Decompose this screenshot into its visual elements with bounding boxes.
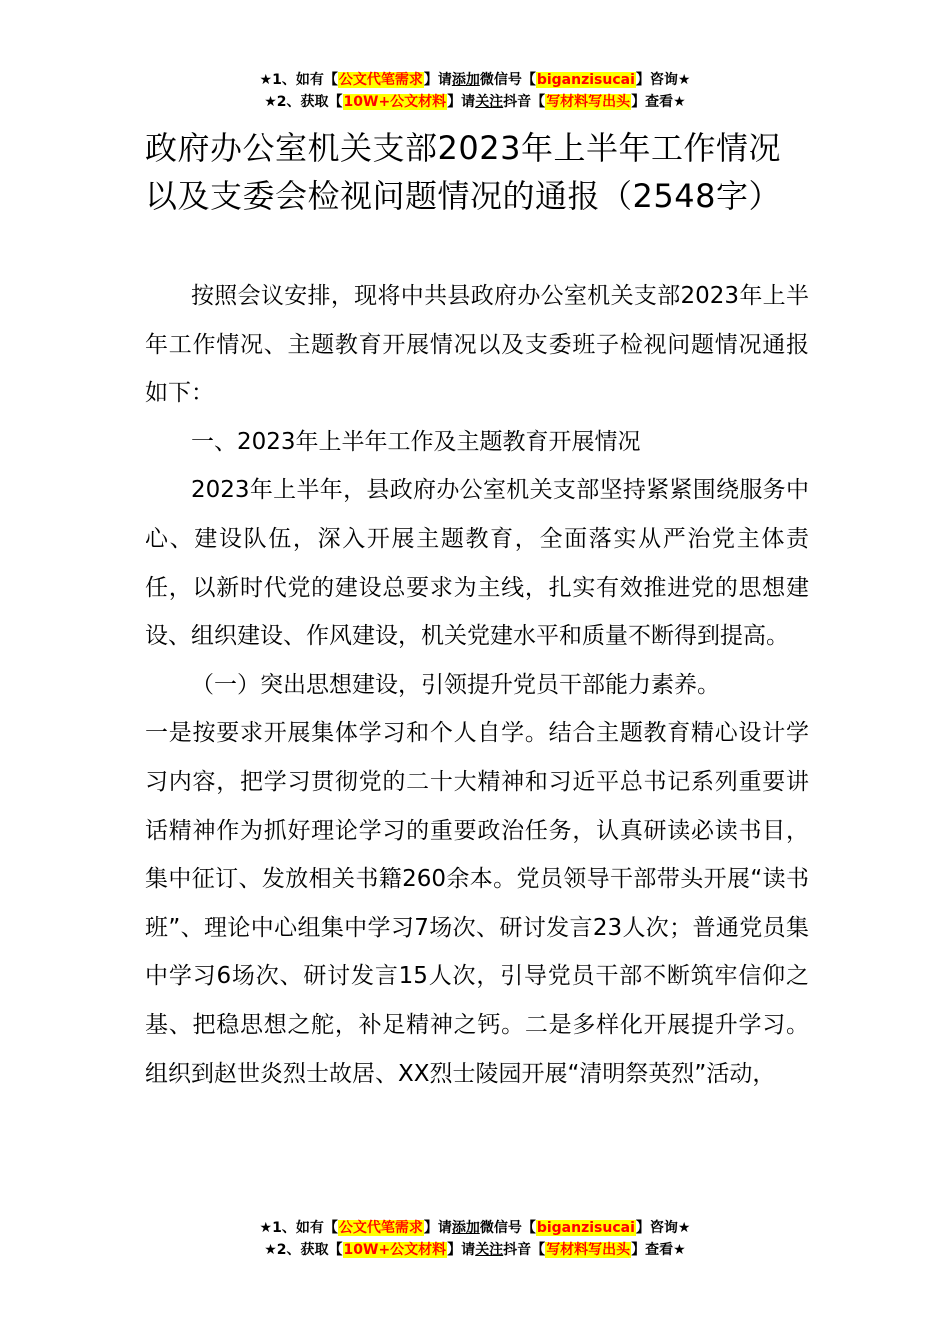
banner-text: ★1、如有【: [259, 1220, 338, 1236]
highlight-douyin-account: 写材料写出头: [546, 94, 631, 110]
body-paragraph: 一是按要求开展集体学习和个人自学。结合主题教育精心设计学习内容，把学习贯彻党的二十大精神和习近平总书记系列重要讲话精神作为抓好理论学习的重要政治任务，认真研读必读书目，集中征订、发放相关书籍260余本。党员领导干部带头开展“读书班”、理论中心组集中学习7场次、研讨发言23人次；普通党员集中学习6场次、研讨发言15人次，引导党员干部不断筑牢信仰之基、把稳思想之舵，补足精神之钙。二是多样化开展提升学习。组织到赵世炎烈士故居、XX烈士陵园开展“清明祭英烈”活动，: [145, 720, 809, 1087]
highlight-service: 公文代笔需求: [338, 72, 423, 88]
header-banner-line-2: [0, 91, 950, 113]
banner-text: 】查看★: [631, 1242, 686, 1258]
highlight-wechat-id: biganzisucai: [536, 1220, 635, 1236]
header-banner-line-1: [0, 69, 950, 91]
banner-underlined-text: 添加: [451, 1220, 480, 1236]
banner-underlined-text: 添加: [451, 72, 480, 88]
banner-text: 抖音【: [503, 94, 546, 110]
banner-text: 】请: [423, 72, 452, 88]
highlight-service: 公文代笔需求: [338, 1220, 423, 1236]
banner-underlined-text: 关注: [475, 1242, 504, 1258]
header-banner: [0, 69, 950, 113]
banner-text: 】请: [447, 1242, 476, 1258]
banner-text: 抖音【: [503, 1242, 546, 1258]
footer-banner-line-1: [0, 1217, 950, 1239]
banner-text: 微信号【: [479, 1220, 536, 1236]
banner-text: 】咨询★: [635, 72, 691, 88]
document-title: 政府办公室机关支部2023年上半年工作情况以及支委会检视问题情况的通报（2548字）: [145, 129, 781, 215]
subsection-heading: （一）突出思想建设，引领提升党员干部能力素养。: [191, 671, 720, 698]
banner-text: ★2、获取【: [264, 1242, 343, 1258]
banner-text: 】请: [423, 1220, 452, 1236]
intro-paragraph: 按照会议安排，现将中共县政府办公室机关支部2023年上半年工作情况、主题教育开展情况以及支委班子检视问题情况通报如下：: [145, 283, 809, 407]
footer-banner: [0, 1217, 950, 1261]
highlight-wechat-id: biganzisucai: [536, 72, 635, 88]
footer-banner-line-2: [0, 1239, 950, 1261]
section-heading: 一、2023年上半年工作及主题教育开展情况: [191, 428, 641, 455]
banner-text: ★1、如有【: [259, 72, 338, 88]
banner-text: 】请: [447, 94, 476, 110]
banner-text: 】查看★: [631, 94, 686, 110]
highlight-materials: 10W+公文材料: [343, 1242, 447, 1258]
body-paragraph: 2023年上半年，县政府办公室机关支部坚持紧紧围绕服务中心、建设队伍，深入开展主题教育，全面落实从严治党主体责任，以新时代党的建设总要求为主线，扎实有效推进党的思想建设、组织建设、作风建设，机关党建水平和质量不断得到提高。: [145, 477, 809, 650]
banner-underlined-text: 关注: [475, 94, 504, 110]
document-body: [145, 272, 809, 1098]
highlight-douyin-account: 写材料写出头: [546, 1242, 631, 1258]
banner-text: ★2、获取【: [264, 94, 343, 110]
highlight-materials: 10W+公文材料: [343, 94, 447, 110]
banner-text: 微信号【: [479, 72, 536, 88]
banner-text: 】咨询★: [635, 1220, 691, 1236]
